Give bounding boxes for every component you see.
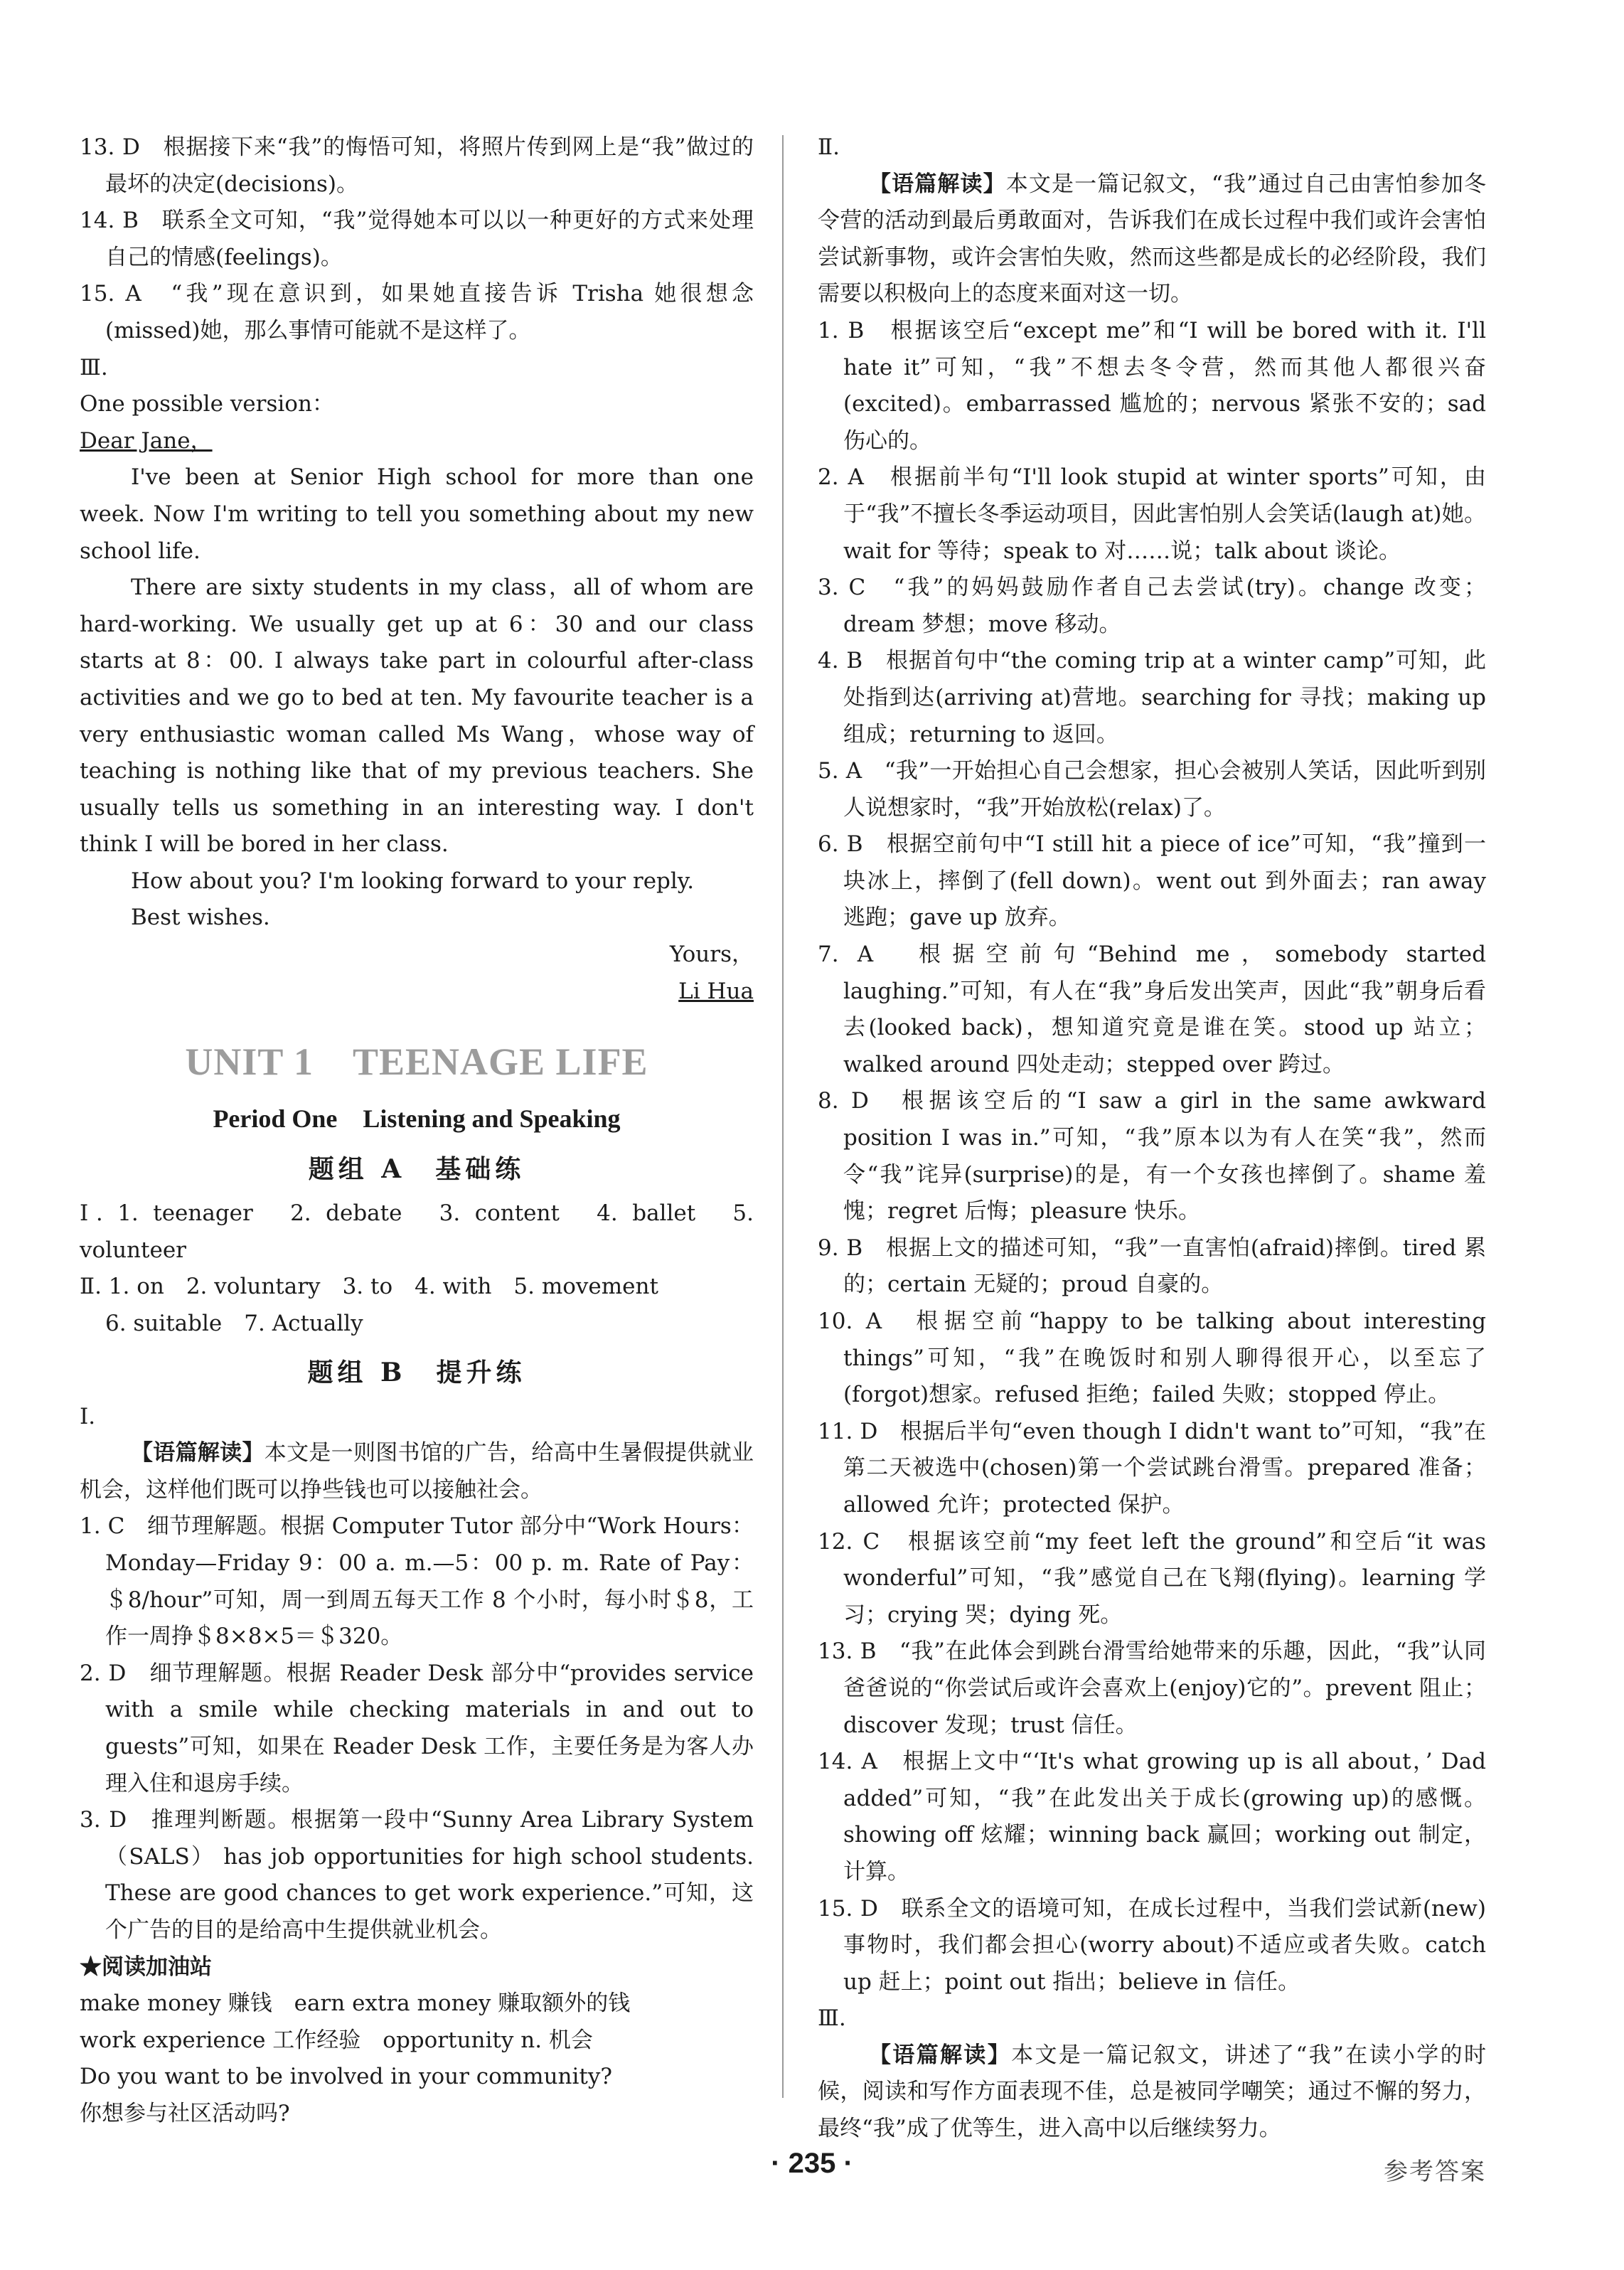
- intro-tag: 【语篇解读】: [869, 2042, 1012, 2068]
- letter-salutation: Dear Jane，: [80, 427, 213, 454]
- column-divider: [782, 135, 784, 2098]
- reading-station-line: work experience 工作经验 opportunity n. 机会: [80, 2027, 593, 2053]
- group-b-title: 题组 B 提升练: [307, 1357, 526, 1387]
- group-a-line: Ⅰ. 1. teenager 2. debate 3. content 4. ballet 5. volunteer: [80, 1200, 754, 1263]
- answer-item: 8. D 根据该空后的“I saw a girl in the same awkward position I was in.”可知，“我”原本以为有人在笑“我”，然而令“我”诧异(surprise)的是，有一个女孩也摔倒了。shame 羞愧；regret 后悔；pleasure 快乐。: [818, 1088, 1486, 1225]
- intro-text: 本文是一则图书馆的广告，给高中生暑假提供就业机会，这样他们既可以挣些钱也可以接触社会。: [80, 1440, 754, 1503]
- letter-paragraph: There are sixty students in my class，all of whom are hard-working. We usually get up at 6：30 and our class starts at 8：00. I always take part in colourful after-class activities and we go to bed at ten. My favourite teacher is a very enthusiastic woman called Ms Wang，whose way of teaching is nothing like that of my previous teachers. She usually tells us something in an interesting way. I don't think I will be bored in her class.: [80, 575, 754, 858]
- answer-item: 12. C 根据该空前“my feet left the ground”和空后“it was wonderful”可知，“我”感觉自己在飞翔(flying)。learning 学习；crying 哭；dying 死。: [818, 1528, 1486, 1628]
- answer-item: 9. B 根据上文的描述可知，“我”一直害怕(afraid)摔倒。tired 累的；certain 无疑的；proud 自豪的。: [818, 1235, 1486, 1298]
- answer-item: 6. B 根据空前句中“I still hit a piece of ice”可知，“我”撞到一块冰上，摔倒了(fell down)。went out 到外面去；ran away 逃跑；gave up 放弃。: [818, 831, 1486, 931]
- possible-version-label: One possible version：: [80, 391, 334, 417]
- period-title: Period One Listening and Speaking: [213, 1104, 621, 1134]
- unit-title: UNIT 1 TEENAGE LIFE: [185, 1040, 648, 1084]
- footer-label: 参考答案: [1384, 2158, 1486, 2186]
- right-column: [818, 129, 1486, 2148]
- answer-item: 14. A 根据上文中“‘It's what growing up is all about，’ Dad added”可知，“我”在此发出关于成长(growing up)的感慨。showing off 炫耀；winning back 赢回；working out 制定，计算。: [818, 1749, 1486, 1885]
- letter-closing: Yours，: [669, 942, 754, 968]
- answer-13: 13. D 根据接下来“我”的悔悟可知，将照片传到网上是“我”做过的最坏的决定(decisions)。: [80, 134, 754, 197]
- section-1-label: Ⅰ.: [80, 1403, 96, 1429]
- answer-15: 15. A “我”现在意识到，如果她直接告诉 Trisha 她很想念(missed)她，那么事情可能就不是这样了。: [80, 281, 754, 343]
- passage-intro-2: [818, 2037, 1486, 2148]
- answer-item: 5. A “我”一开始担心自己会想家，担心会被别人笑话，因此听到别人说想家时，“我”开始放松(relax)了。: [818, 758, 1486, 821]
- answer-item: 2. A 根据前半句“I'll look stupid at winter sports”可知，由于“我”不擅长冬季运动项目，因此害怕别人会笑话(laugh at)她。wait for 等待；speak to 对……说；talk about 谈论。: [818, 464, 1486, 564]
- section-3-label: Ⅲ.: [818, 2005, 846, 2032]
- group-a-line: 6. suitable 7. Actually: [105, 1311, 363, 1337]
- letter-signature: Li Hua: [678, 978, 754, 1004]
- answer-item: 11. D 根据后半句“even though I didn't want to”可知，“我”在第二天被选中(chosen)第一个尝试跳台滑雪。prepared 准备；allowed 允许；protected 保护。: [818, 1418, 1486, 1518]
- answer-14: 14. B 联系全文可知，“我”觉得她本可以以一种更好的方式来处理自己的情感(feelings)。: [80, 208, 754, 270]
- reading-station-line: 你想参与社区活动吗?: [80, 2100, 290, 2126]
- left-column: [80, 129, 754, 2133]
- intro-text: 本文是一篇记叙文，“我”通过自己由害怕参加冬令营的活动到最后勇敢面对，告诉我们在成长过程中我们或许会害怕尝试新事物，或许会害怕失败，然而这些都是成长的必经阶段，我们需要以积极向上的态度来面对这一切。: [818, 171, 1486, 307]
- group-a-line: Ⅱ. 1. on 2. voluntary 3. to 4. with 5. movement: [80, 1274, 658, 1300]
- answer-b-1: 1. C 细节理解题。根据 Computer Tutor 部分中“Work Hours：Monday—Friday 9：00 a. m.—5：00 p. m. Rate of Pay：＄8/hour”可知，周一到周五每天工作 8 个小时，每小时＄8，工作一周挣＄8×8×5＝＄320。: [80, 1513, 754, 1650]
- reading-station-line: make money 赚钱 earn extra money 赚取额外的钱: [80, 1991, 631, 2017]
- answer-item: 7. A 根据空前句“Behind me，somebody started laughing.”可知，有人在“我”身后发出笑声，因此“我”朝身后看去(looked back)，想知道究竟是谁在笑。stood up 站立；walked around 四处走动；stepped over 跨过。: [818, 942, 1486, 1077]
- letter-paragraph: How about you? I'm looking forward to your reply.: [131, 868, 695, 894]
- group-a-title: 题组 A 基础练: [308, 1154, 525, 1185]
- passage-intro: [80, 1435, 754, 1508]
- answer-b-3: 3. D 推理判断题。根据第一段中“Sunny Area Library System（SALS） has job opportunities for high school students. These are good chances to get work experience.”可知，这个广告的目的是给高中生提供就业机会。: [80, 1807, 754, 1943]
- page-number: · 235 ·: [771, 2148, 853, 2179]
- reading-station-title: ★阅读加油站: [80, 1954, 212, 1980]
- letter-paragraph: I've been at Senior High school for more than one week. Now I'm writing to tell you something about my new school life.: [80, 464, 754, 564]
- answer-item: 10. A 根据空前“happy to be talking about interesting things”可知，“我”在晚饭时和别人聊得很开心，以至忘了(forgot)想家。refused 拒绝；failed 失败；stopped 停止。: [818, 1309, 1486, 1408]
- letter-paragraph: Best wishes.: [131, 905, 270, 931]
- reading-station-line: Do you want to be involved in your community?: [80, 2064, 613, 2090]
- intro-tag: 【语篇解读】: [131, 1440, 265, 1466]
- section-3-label: Ⅲ.: [80, 354, 108, 380]
- intro-tag: 【语篇解读】: [869, 171, 1006, 197]
- passage-intro: [818, 166, 1486, 313]
- answer-item: 15. D 联系全文的语境可知，在成长过程中，当我们尝试新(new)事物时，我们都会担心(worry about)不适应或者失败。catch up 赶上；point out 指出；believe in 信任。: [818, 1895, 1486, 1995]
- section-2-label: Ⅱ.: [818, 134, 840, 160]
- answer-item: 3. C “我”的妈妈鼓励作者自己去尝试(try)。change 改变；dream 梦想；move 移动。: [818, 575, 1486, 637]
- intro-text: 本文是一篇记叙文，讲述了“我”在读小学的时候，阅读和写作方面表现不佳，总是被同学嘲笑；通过不懈的努力，最终“我”成了优等生，进入高中以后继续努力。: [818, 2042, 1487, 2142]
- answer-b-2: 2. D 细节理解题。根据 Reader Desk 部分中“provides service with a smile while checking materials in and out to guests”可知，如果在 Reader Desk 工作，主要任务是为客人办理入住和退房手续。: [80, 1660, 754, 1796]
- answer-item: 1. B 根据该空后“except me”和“I will be bored with it. I'll hate it”可知，“我”不想去冬令营，然而其他人都很兴奋(excited)。embarrassed 尴尬的；nervous 紧张不安的；sad 伤心的。: [818, 317, 1486, 454]
- answer-item: 4. B 根据首句中“the coming trip at a winter camp”可知，此处指到达(arriving at)营地。searching for 寻找；making up 组成；returning to 返回。: [818, 648, 1486, 747]
- answer-item: 13. B “我”在此体会到跳台滑雪给她带来的乐趣，因此，“我”认同爸爸说的“你尝试后或许会喜欢上(enjoy)它的”。prevent 阻止；discover 发现；trust 信任。: [818, 1638, 1486, 1738]
